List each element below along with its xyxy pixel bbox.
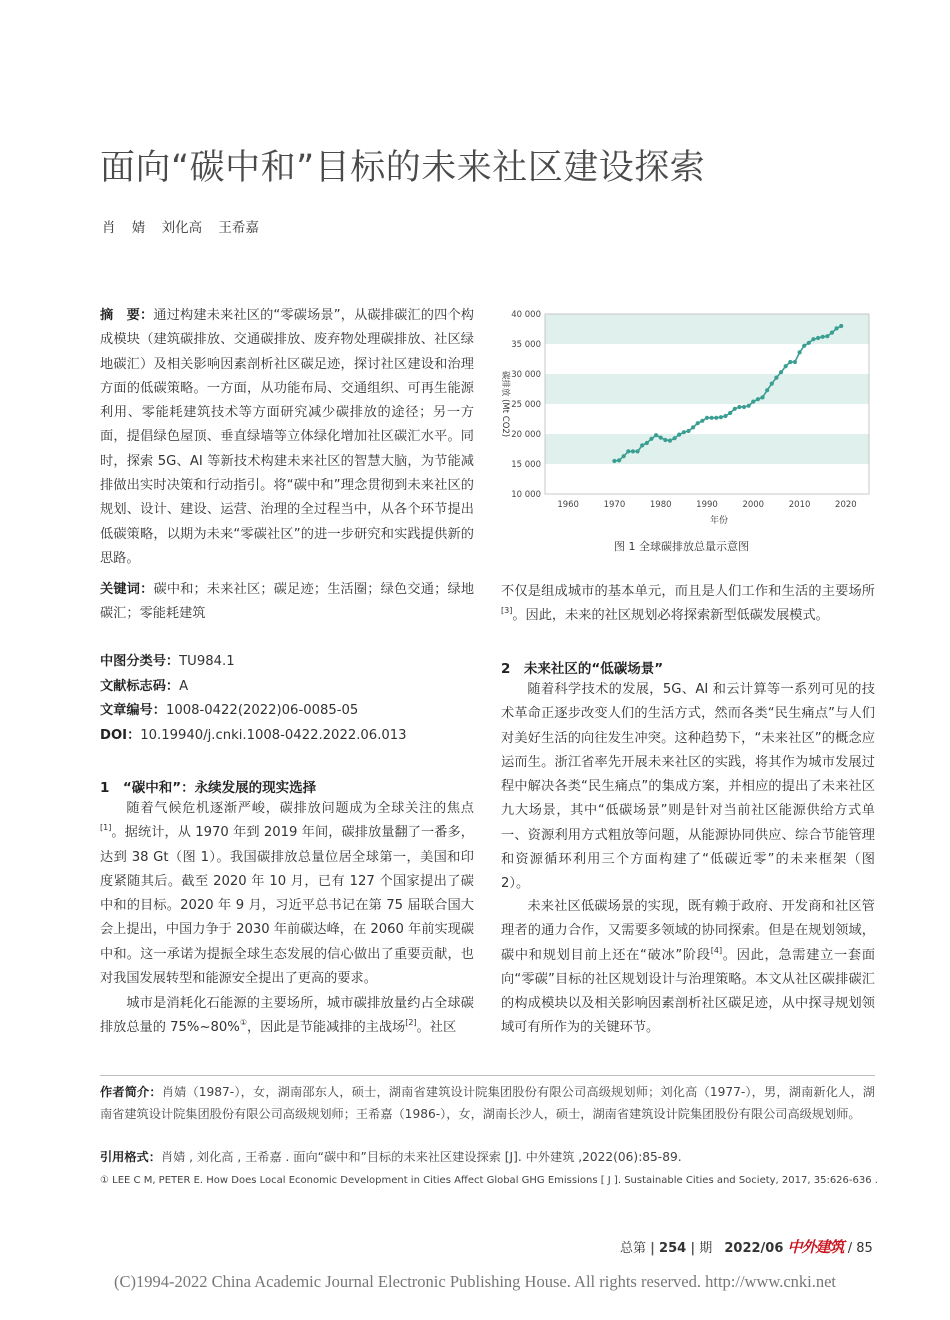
data-point: [663, 438, 667, 442]
s1-p2-text-b: ，因此是节能减排的主战场: [246, 1020, 406, 1036]
data-point: [626, 449, 630, 453]
author-list: 肖 婧 刘化高 王希嘉: [102, 220, 259, 236]
citation-ref[interactable]: [3]: [501, 606, 513, 616]
emissions-line-chart: [490, 300, 880, 532]
doi-line: [100, 724, 474, 749]
abstract-label: 摘 要：: [100, 308, 154, 323]
data-point: [807, 341, 811, 345]
keywords: [100, 578, 474, 627]
footnote-divider: [100, 1075, 875, 1076]
author-bio: [100, 1082, 875, 1125]
section-2-paragraph-2: [501, 895, 875, 1041]
issue-number: 254: [659, 1241, 687, 1256]
abstract: [100, 304, 474, 571]
article-meta: [100, 650, 474, 748]
data-point: [733, 407, 737, 411]
y-axis-title: 碳排放 (Mt CO2): [500, 370, 510, 438]
author-bio-label: 作者简介：: [100, 1085, 162, 1099]
data-point: [811, 337, 815, 341]
clc-line: [100, 650, 474, 675]
x-tick-label: 1990: [696, 500, 718, 510]
issue-suffix: 期: [699, 1241, 713, 1256]
x-tick-label: 1960: [557, 500, 579, 510]
y-tick-label: 15 000: [511, 460, 541, 470]
data-point: [839, 324, 843, 328]
data-point: [631, 449, 635, 453]
data-point: [705, 416, 709, 420]
data-point: [645, 441, 649, 445]
data-point: [728, 411, 732, 415]
data-point: [719, 415, 723, 419]
data-point: [816, 336, 820, 340]
section-2-heading: 2 未来社区的“低碳场景”: [501, 661, 664, 677]
figure-caption: 图 1 全球碳排放总量示意图: [614, 540, 749, 553]
data-point: [756, 397, 760, 401]
article-no-value: 1008-0422(2022)06-0085-05: [165, 703, 359, 718]
author-bio-text: 肖婧（1987-），女，湖南邵东人，硕士，湖南省建筑设计院集团股份有限公司高级规划师；刘化高（1977-），男，湖南新化人，湖南省建筑设计院集团股份有限公司高级规划师；王希嘉（1986-），女，湖南长沙人，硕士，湖南省建筑设计院集团股份有限公司高级规划师。: [100, 1085, 875, 1121]
x-tick-label: 1980: [649, 500, 672, 510]
data-point: [779, 370, 783, 374]
citation-text: 肖婧 , 刘化高 , 王希嘉 . 面向“碳中和”目标的未来社区建设探索 [J]. 中外建筑 ,2022(06):85-89.: [160, 1150, 682, 1164]
x-tick-label: 2020: [835, 500, 857, 510]
s2-p2-text-b: 。因此，急需建立一套面向“零碳”目标的社区规划设计与治理策略。本文从社区碳排碳汇的构成模块以及相关影响因素剖析社区碳足迹，从中探寻规划领域可有所作为的关键环节。: [501, 947, 876, 1036]
data-point: [802, 344, 806, 348]
citation-format: [100, 1147, 875, 1169]
y-tick-label: 40 000: [511, 310, 541, 320]
section-2-paragraph-1: 随着科学技术的发展，5G、AI 和云计算等一系列可见的技术革命正逐步改变人们的生活方式，然而各类“民生痛点”与人们对美好生活的向往发生冲突。这种趋势下，“未来社区”的概念应运而生。浙江省率先开展未来社区的实践，将其作为城市发展过程中解决各类“民生痛点”的集成方案，并相应的提出了未来社区九大场景，其中“低碳场景”则是针对当前社区能源供给方式单一、资源利用方式粗放等问题，从能源协同供应、综合节能管理和资源循环利用三个方面构建了“低碳近零”的未来框架（图 2）。: [501, 682, 875, 892]
data-point: [770, 382, 774, 386]
copyright-notice: (C)1994-2022 China Academic Journal Electronic Publishing House. All rights reserved. http://www.cnki.net: [113, 1272, 837, 1291]
y-tick-label: 35 000: [511, 340, 541, 350]
cont-text-a: 不仅是组成城市的基本单元，而且是人们工作和生活的主要场所: [501, 584, 875, 599]
abstract-text: 通过构建未来社区的“零碳场景”，从碳排碳汇的四个构成模块（建筑碳排放、交通碳排放、废弃物处理碳排放、社区绿地碳汇）及相关影响因素剖析社区碳足迹，探讨社区建设和治理方面的低碳策略。一方面，从功能布局、交通组织、可再生能源利用、零能耗建筑技术等方面研究减少碳排放的途径；另一方面，提倡绿色屋顶、垂直绿墙等立体绿化增加社区碳汇水平。同时，探索 5G、AI 等新技术构建未来社区的智慧大脑，为节能减排做出实时决策和行动指引。将“碳中和”理念贯彻到未来社区的规划、设计、建设、运营、治理的全过程当中，从各个环节提出低碳策略，以期为未来“零碳社区”的进一步研究和实践提供新的思路。: [100, 308, 474, 566]
article-no-label: 文章编号：: [100, 703, 166, 718]
doc-code-label: 文献标志码：: [100, 678, 180, 694]
data-point: [784, 364, 788, 368]
data-point: [747, 404, 751, 408]
data-point: [691, 425, 695, 429]
data-point: [622, 454, 626, 458]
data-point: [765, 388, 769, 392]
data-point: [659, 436, 663, 440]
data-point: [682, 430, 686, 434]
data-point: [640, 443, 644, 447]
data-point: [751, 400, 755, 404]
data-point: [797, 350, 801, 354]
s1-p2-text-a: 城市是消耗化石能源的主要场所，城市碳排放量约占全球碳排放总量的 75%~80%: [100, 996, 474, 1036]
data-point: [668, 439, 672, 443]
clc-label: 中图分类号：: [100, 654, 180, 669]
data-point: [835, 326, 839, 330]
doc-code-value: A: [179, 678, 189, 694]
data-point: [696, 421, 700, 425]
footnote-reference: ① LEE C M, PETER E. How Does Local Economic Development in Cities Affect Global GHG Emissions [ J ]. Sustainable Cities and Society, 2017, 35:626-636 .: [100, 1175, 878, 1186]
x-tick-label: 2000: [742, 500, 765, 510]
x-axis-title: 年份: [709, 516, 729, 526]
section-1-continuation: [501, 580, 875, 629]
data-point: [617, 458, 621, 462]
keywords-label: 关键词：: [100, 582, 154, 597]
data-point: [677, 433, 681, 437]
issue-prefix: 总第: [620, 1241, 647, 1256]
article-no-line: [100, 699, 474, 724]
data-point: [821, 335, 825, 339]
cont-text-b: 。因此，未来的社区规划必将探索新型低碳发展模式。: [512, 608, 829, 624]
chart-band-1: [545, 374, 869, 404]
data-point: [612, 459, 616, 463]
chart-band-0: [545, 434, 869, 464]
s1-p1-text-a: 随着气候危机逐渐严峻，碳排放问题成为全球关注的焦点: [126, 801, 474, 816]
data-point: [742, 405, 746, 409]
data-point: [649, 437, 653, 441]
data-point: [737, 405, 741, 409]
citation-ref[interactable]: [2]: [405, 1018, 417, 1028]
x-tick-label: 1970: [603, 500, 626, 510]
s1-p1-text-b: 。据统计，从 1970 年到 2019 年间，碳排放量翻了一番多，达到 38 Gt（图 1）。我国碳排放总量位居全球第一，美国和印度紧随其后。截至 2020 年 10 月，已有 127 个国家提出了碳中和的目标。2020 年 9 月，习近平总书记在第 75 届联合国大会上提出，中国力争于 2030 年前碳达峰，在 2060 年前实现碳中和。这一承诺为提振全球生态发展的信心做出了重要贡献，也对我国发展转型和能源安全提出了更高的要求。: [100, 825, 475, 987]
doi-value[interactable]: 10.19940/j.cnki.1008-0422.2022.06.013: [140, 727, 407, 743]
data-point: [830, 331, 834, 335]
page-number: / 85: [847, 1241, 873, 1256]
doc-code-line: [100, 675, 474, 700]
section-1-heading: 1 “碳中和”：永续发展的现实选择: [100, 780, 317, 796]
data-point: [673, 436, 677, 440]
y-tick-label: 25 000: [511, 400, 541, 410]
chart-band-2: [545, 314, 869, 344]
s2-p2-text-a: 未来社区低碳场景的实现，既有赖于政府、开发商和社区管理者的通力合作，又需要多领域的协同探索。但是在规划领域，碳中和规划目前上还在“破冰”阶段: [501, 899, 875, 963]
page-footer: 总第 | 254 | 期 2022/06 中外建筑 / 85: [620, 1238, 873, 1256]
citation-ref[interactable]: [4]: [710, 945, 723, 955]
keywords-text: 碳中和；未来社区；碳足迹；生活圈；绿色交通；绿地碳汇；零能耗建筑: [100, 582, 475, 622]
doi-label: DOI：: [100, 727, 141, 743]
citation-label: 引用格式：: [100, 1150, 161, 1164]
data-point: [686, 429, 690, 433]
y-tick-label: 20 000: [511, 430, 541, 440]
data-point: [635, 449, 639, 453]
s1-p2-text-c: 。社区: [416, 1020, 457, 1036]
section-1-paragraph-1: [100, 797, 474, 991]
data-point: [700, 419, 704, 423]
y-tick-label: 30 000: [511, 370, 541, 380]
data-point: [760, 395, 764, 399]
data-point: [654, 433, 658, 437]
data-point: [723, 414, 727, 418]
data-point: [714, 416, 718, 420]
data-point: [774, 376, 778, 380]
footnote-ref[interactable]: ①: [239, 1018, 247, 1028]
citation-ref[interactable]: [1]: [100, 823, 112, 833]
issue-date: 2022/06: [724, 1241, 784, 1256]
y-tick-label: 10 000: [511, 490, 541, 500]
paper-title: 面向“碳中和”目标的未来社区建设探索: [100, 148, 706, 188]
x-tick-label: 2010: [788, 500, 811, 510]
section-1-paragraph-2: [100, 992, 474, 1041]
data-point: [710, 416, 714, 420]
data-point: [788, 360, 792, 364]
data-point: [793, 360, 797, 364]
clc-value: TU984.1: [179, 654, 235, 669]
data-point: [825, 334, 829, 338]
journal-logo: 中外建筑: [787, 1238, 844, 1256]
